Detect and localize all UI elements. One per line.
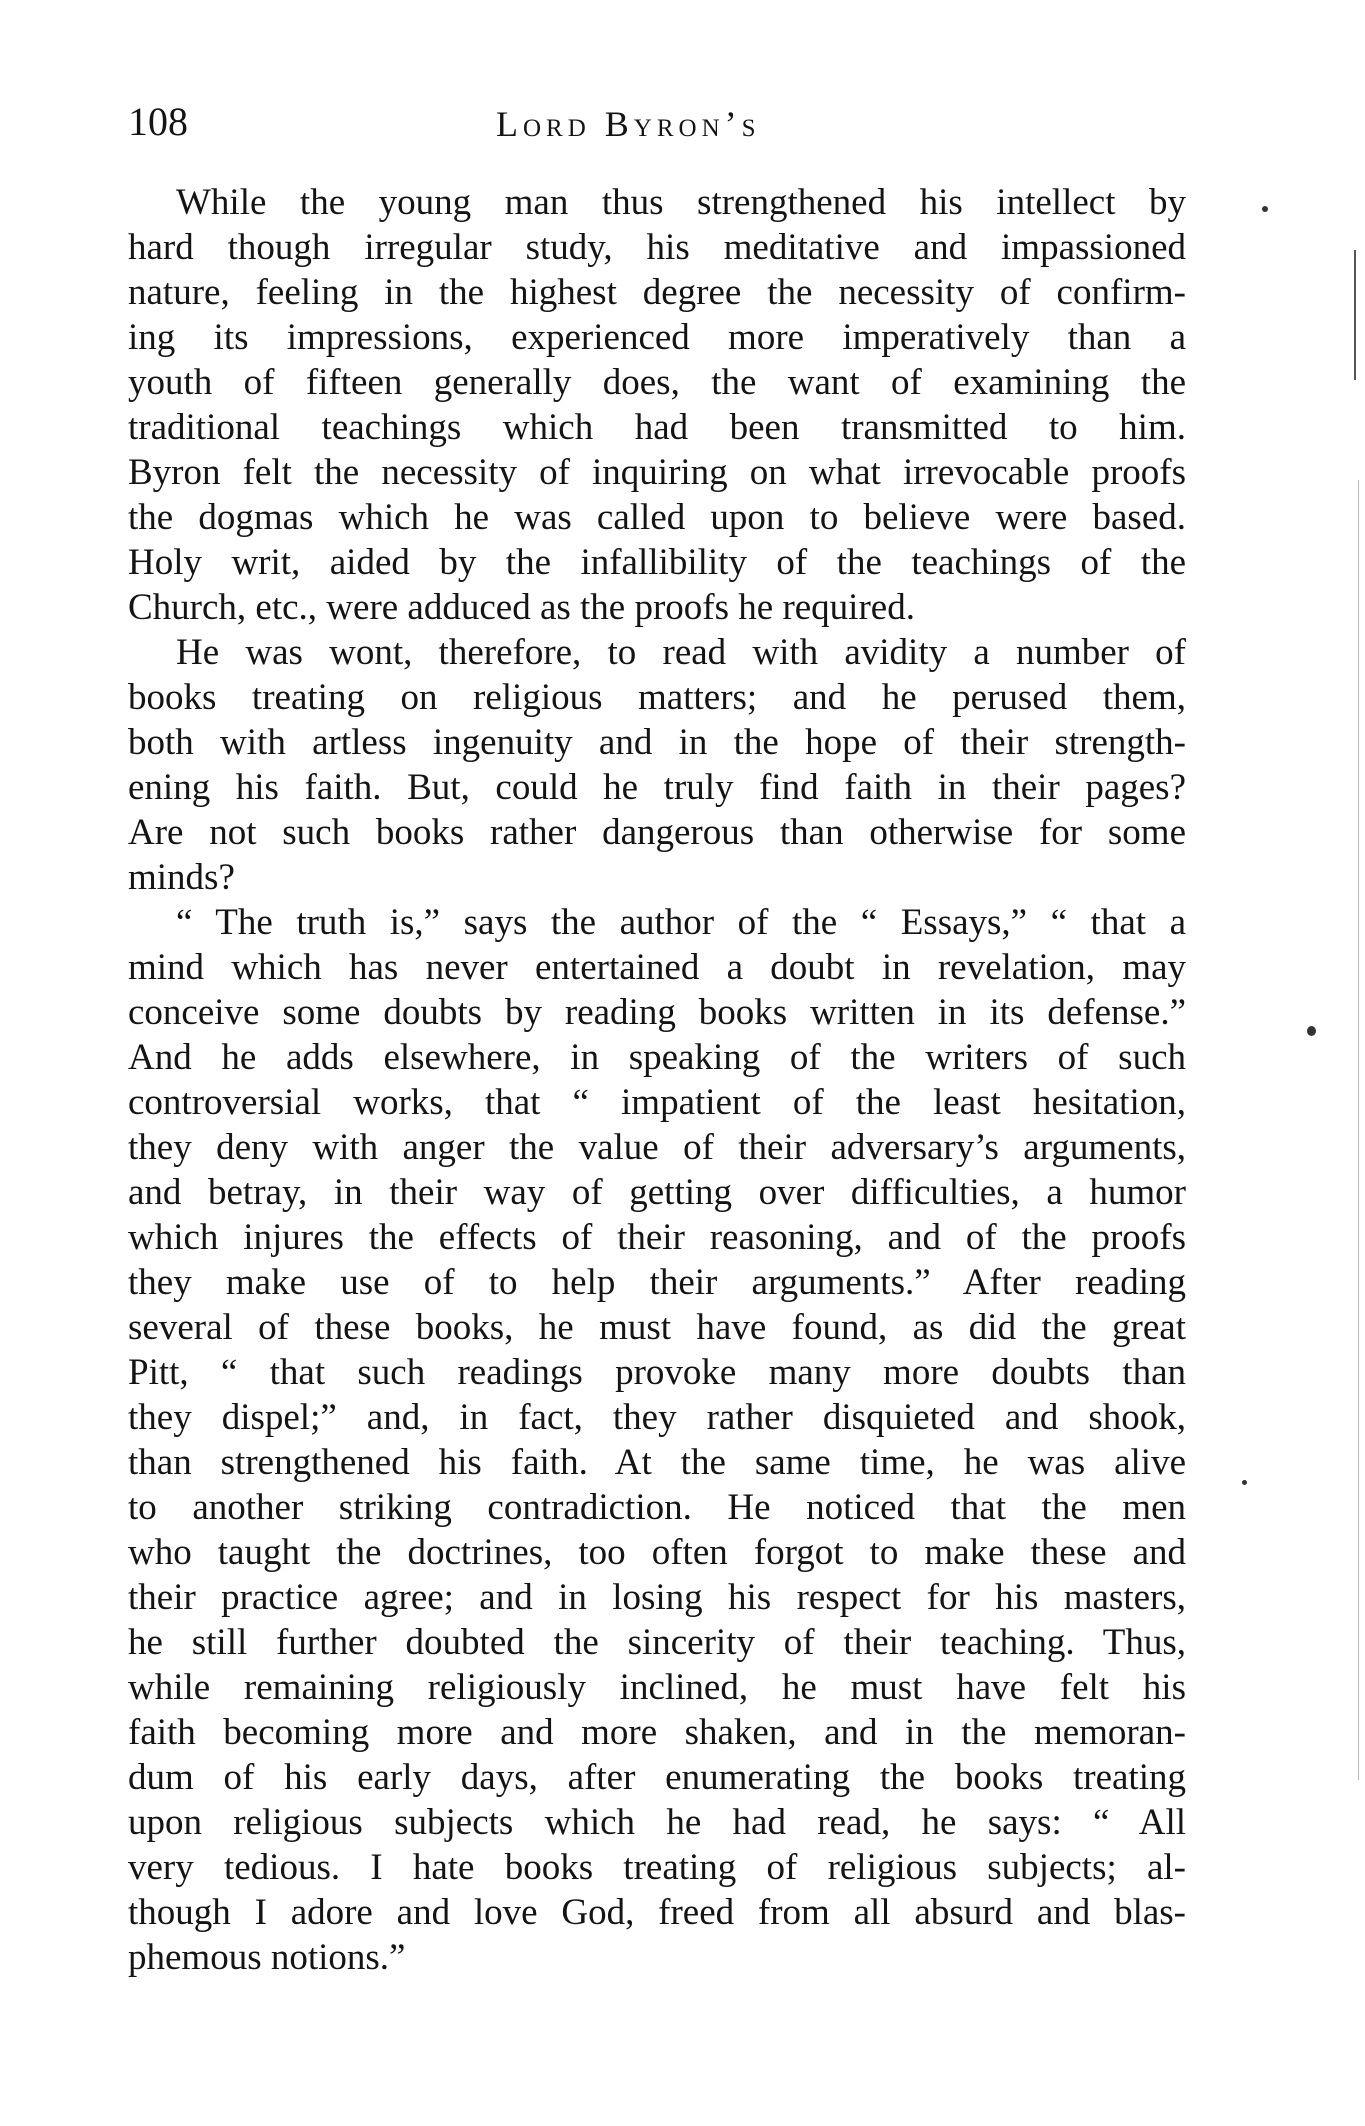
- text-line: hard though irregular study, his meditative and impassioned: [128, 227, 1186, 268]
- text-line: Pitt, “ that such readings provoke many more doubts than: [128, 1352, 1186, 1393]
- text-line: very tedious. I hate books treating of religious subjects; al-: [128, 1847, 1186, 1888]
- text-line: ing its impressions, experienced more imperatively than a: [128, 317, 1186, 358]
- text-line: faith becoming more and more shaken, and in the memoran-: [128, 1712, 1186, 1753]
- text-line: minds?: [128, 857, 235, 898]
- text-line: they dispel;” and, in fact, they rather disquieted and shook,: [128, 1397, 1186, 1438]
- text-line: who taught the doctrines, too often forgot to make these and: [128, 1532, 1186, 1573]
- text-line: though I adore and love God, freed from all absurd and blas-: [128, 1892, 1186, 1933]
- text-line: the dogmas which he was called upon to believe were based.: [128, 497, 1186, 538]
- paragraph-2: [128, 630, 1186, 900]
- text-line: Byron felt the necessity of inquiring on what irrevocable proofs: [128, 452, 1186, 493]
- paragraph-3: [128, 900, 1186, 1980]
- text-line: Church, etc., were adduced as the proofs he required.: [128, 587, 915, 628]
- text-line: controversial works, that “ impatient of the least hesitation,: [128, 1082, 1186, 1123]
- text-line: Holy writ, aided by the infallibility of the teachings of the: [128, 542, 1186, 583]
- text-line: conceive some doubts by reading books written in its defense.”: [128, 992, 1186, 1033]
- text-line: while remaining religiously inclined, he must have felt his: [128, 1667, 1186, 1708]
- text-line: “ The truth is,” says the author of the “ Essays,” “ that a: [176, 902, 1186, 943]
- text-line: which injures the effects of their reasoning, and of the proofs: [128, 1217, 1186, 1258]
- text-line: they make use of to help their arguments.” After reading: [128, 1262, 1186, 1303]
- text-line: nature, feeling in the highest degree the necessity of confirm-: [128, 272, 1186, 313]
- text-line: books treating on religious matters; and he perused them,: [128, 677, 1186, 718]
- text-line: than strengthened his faith. At the same time, he was alive: [128, 1442, 1186, 1483]
- text-line: both with artless ingenuity and in the hope of their strength-: [128, 722, 1186, 763]
- paragraph-1: [128, 180, 1186, 630]
- text-line: to another striking contradiction. He noticed that the men: [128, 1487, 1186, 1528]
- scan-edge: [1354, 250, 1356, 380]
- scan-speck: [1307, 1026, 1316, 1036]
- page-number: 108: [128, 99, 188, 144]
- text-line: mind which has never entertained a doubt in revelation, may: [128, 947, 1186, 988]
- text-line: he still further doubted the sincerity of their teaching. Thus,: [128, 1622, 1186, 1663]
- text-line: their practice agree; and in losing his respect for his masters,: [128, 1577, 1186, 1618]
- text-line: And he adds elsewhere, in speaking of the writers of such: [128, 1037, 1186, 1078]
- scan-edge: [1358, 480, 1359, 1780]
- text-line: they deny with anger the value of their adversary’s arguments,: [128, 1127, 1186, 1168]
- scan-speck: [1262, 206, 1268, 212]
- running-head: Lord Byron’s: [496, 104, 761, 144]
- text-line: and betray, in their way of getting over difficulties, a humor: [128, 1172, 1186, 1213]
- text-line: traditional teachings which had been transmitted to him.: [128, 407, 1186, 448]
- text-line: ening his faith. But, could he truly find faith in their pages?: [128, 767, 1186, 808]
- text-line: He was wont, therefore, to read with avidity a number of: [176, 632, 1186, 673]
- text-line: youth of fifteen generally does, the want of examining the: [128, 362, 1186, 403]
- scan-speck: [1242, 1480, 1247, 1485]
- text-line: phemous notions.”: [128, 1937, 406, 1978]
- body-text: [128, 180, 1186, 1980]
- text-line: Are not such books rather dangerous than otherwise for some: [128, 812, 1186, 853]
- text-line: dum of his early days, after enumerating the books treating: [128, 1757, 1186, 1798]
- text-line: upon religious subjects which he had read, he says: “ All: [128, 1802, 1186, 1843]
- text-line: several of these books, he must have found, as did the great: [128, 1307, 1186, 1348]
- text-line: While the young man thus strengthened his intellect by: [176, 182, 1186, 223]
